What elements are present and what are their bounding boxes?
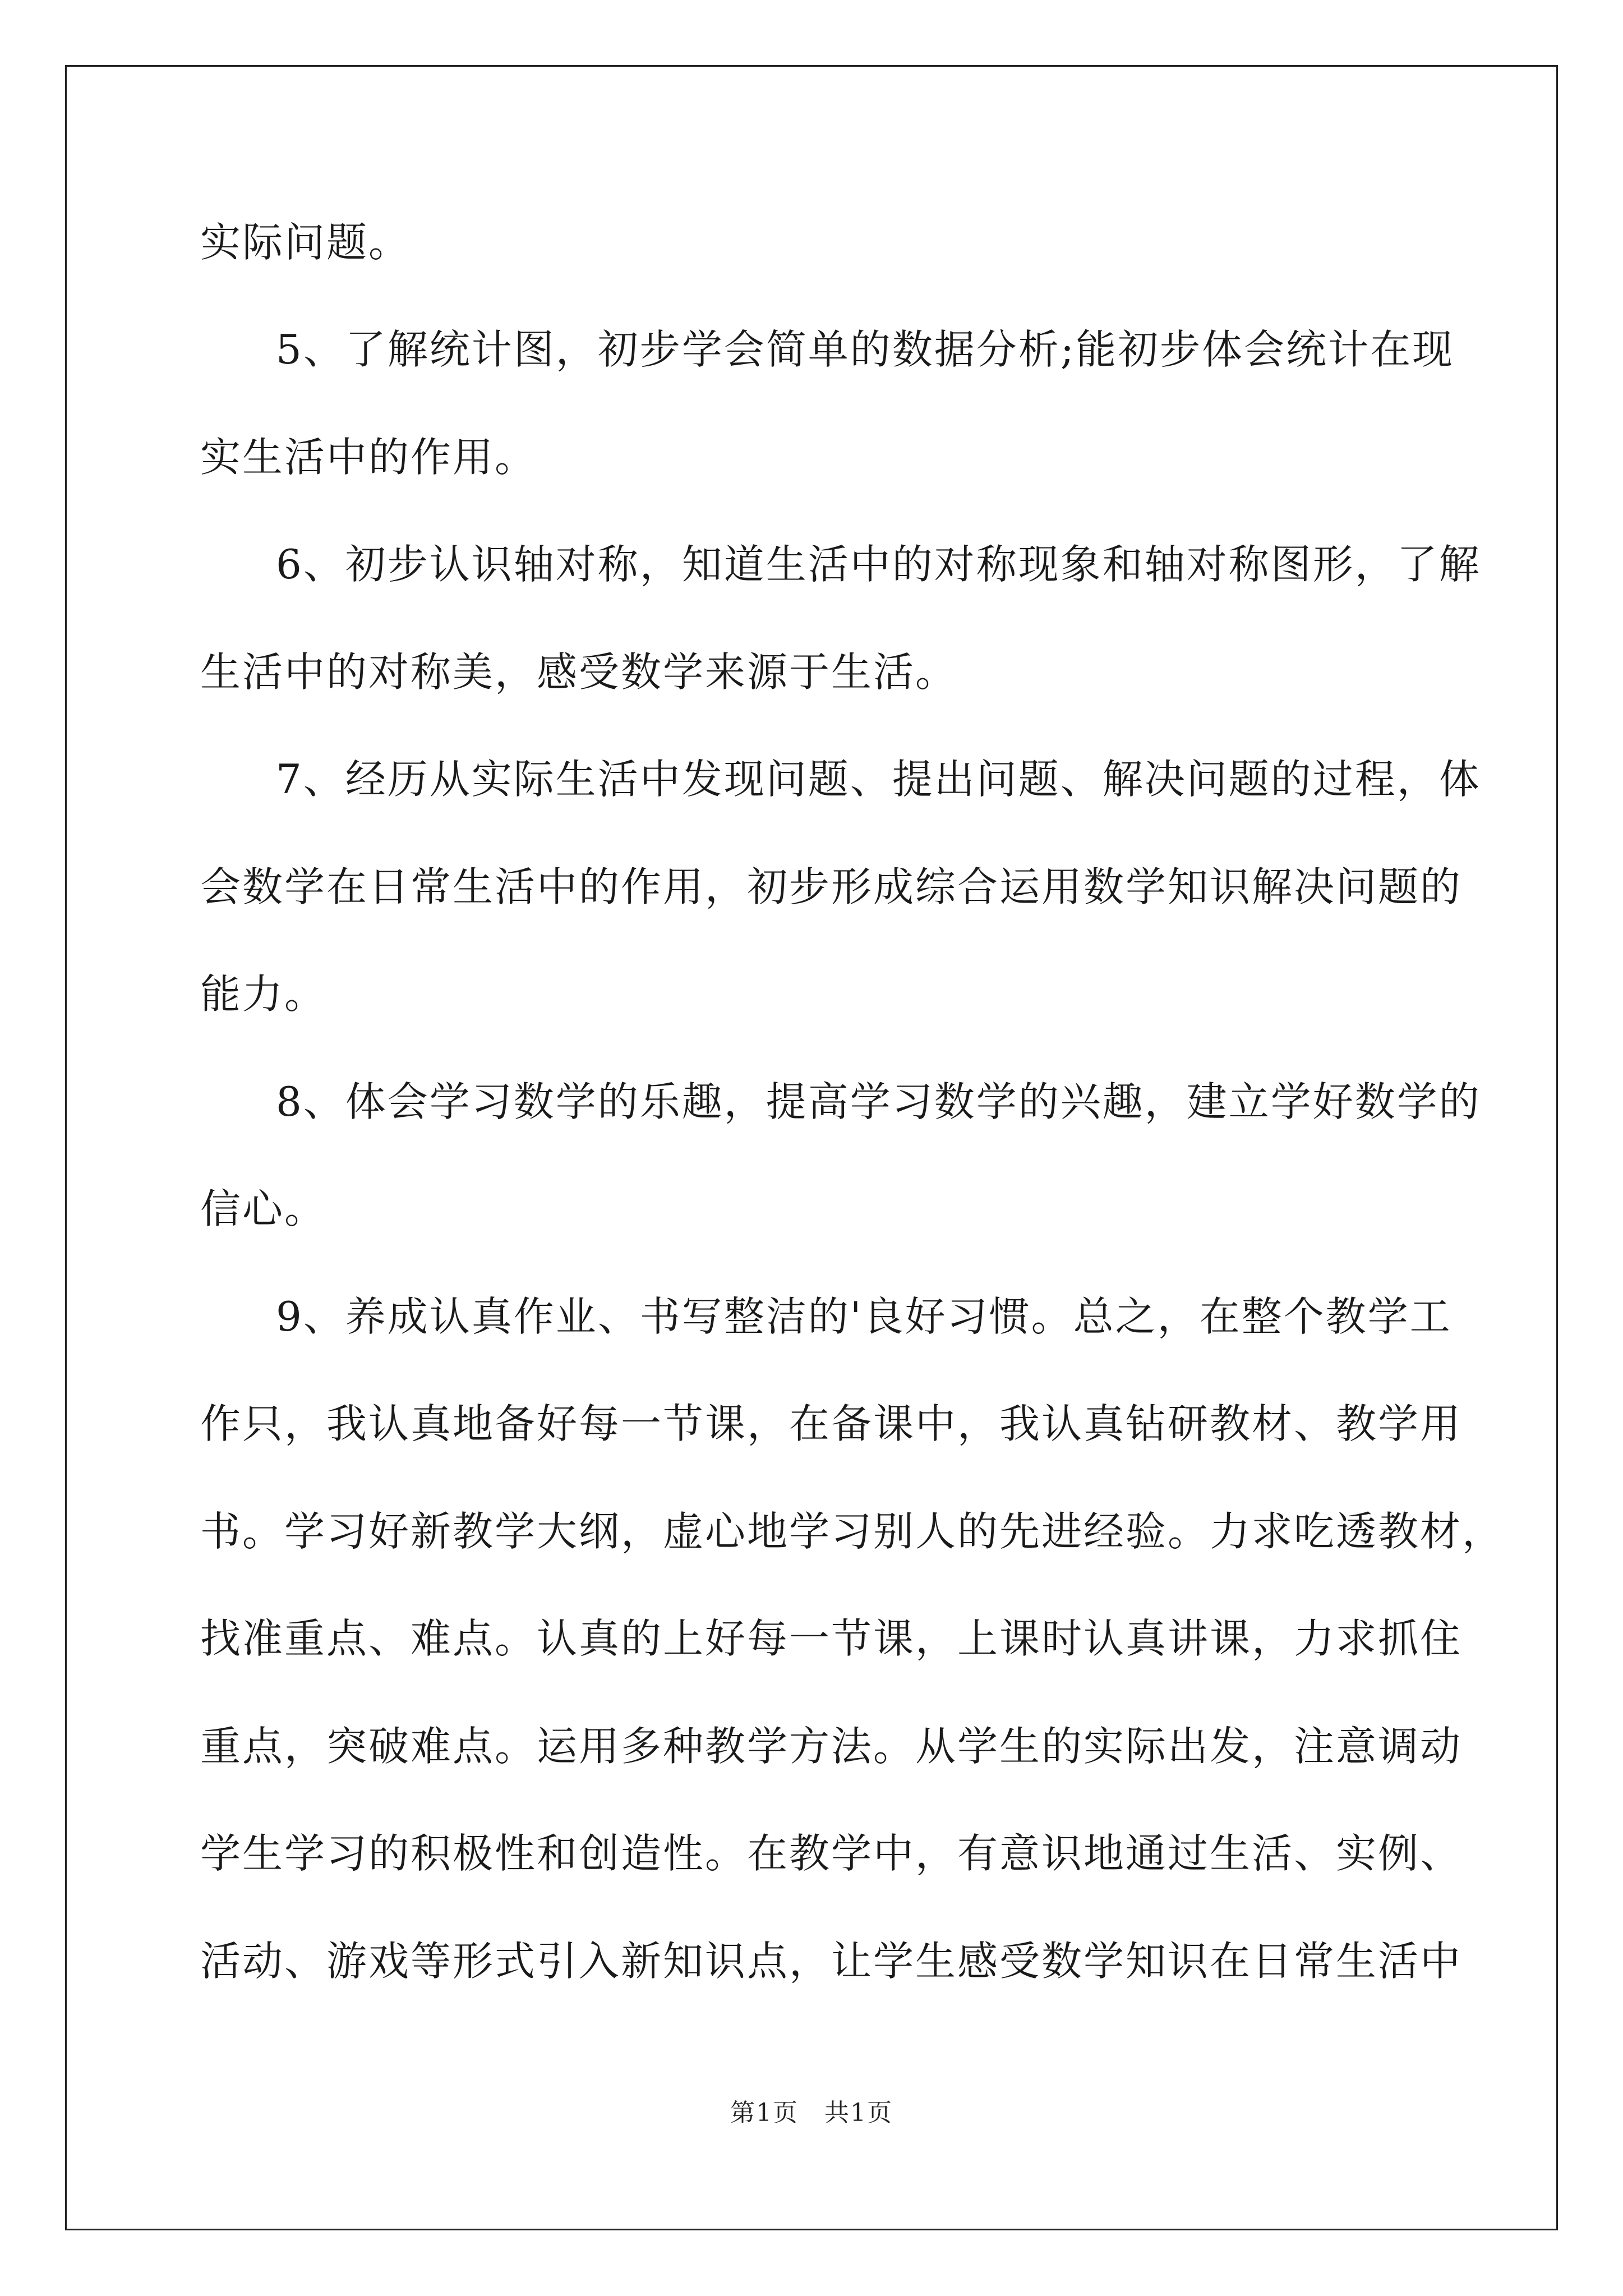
text-line: 能力。 [200,970,327,1018]
text-line: 活动、游戏等形式引入新知识点，让学生感受数学知识在日常生活中 [200,1938,1463,1985]
page-border [65,65,1558,2230]
text-line: 5、了解统计图，初步学会简单的数据分析;能初步体会统计在现 [276,326,1455,373]
text-line: 实生活中的作用。 [200,434,537,481]
text-line: 生活中的对称美，感受数学来源于生活。 [200,648,958,696]
text-line: 7、经历从实际生活中发现问题、提出问题、解决问题的过程，体 [276,756,1481,803]
text-line: 重点，突破难点。运用多种教学方法。从学生的实际出发，注意调动 [200,1723,1463,1770]
text-line: 书。学习好新教学大纲，虚心地学习别人的先进经验。力求吃透教材， [200,1508,1505,1555]
text-line: 9、养成认真作业、书写整洁的'良好习惯。总之，在整个教学工 [276,1293,1452,1340]
text-line: 会数学在日常生活中的作用，初步形成综合运用数学知识解决问题的 [200,863,1463,910]
text-line: 6、初步认识轴对称，知道生活中的对称现象和轴对称图形，了解 [276,541,1481,588]
text-line: 信心。 [200,1185,327,1232]
text-line: 8、体会学习数学的乐趣，提高学习数学的兴趣，建立学好数学的 [276,1078,1481,1125]
text-line: 找准重点、难点。认真的上好每一节课，上课时认真讲课，力求抓住 [200,1615,1463,1662]
page-indicator: 第1页 共1页 [730,2099,893,2127]
page-footer [0,2092,1623,2128]
text-line: 实际问题。 [200,219,411,266]
text-line: 作只，我认真地备好每一节课，在备课中，我认真钻研教材、教学用 [200,1400,1463,1447]
text-line: 学生学习的积极性和创造性。在教学中，有意识地通过生活、实例、 [200,1830,1463,1877]
